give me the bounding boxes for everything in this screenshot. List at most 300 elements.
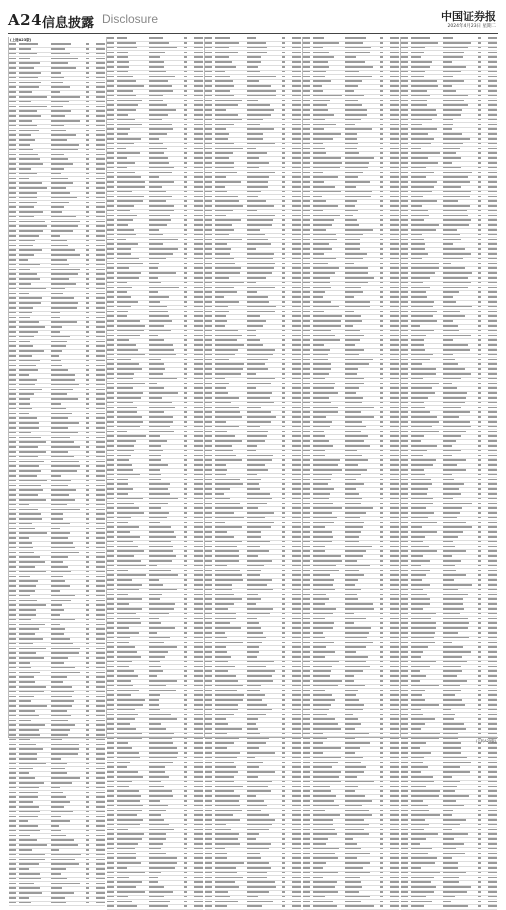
table-cell (411, 296, 444, 300)
table-cell (107, 867, 117, 871)
table-cell (107, 536, 117, 540)
table-cell (280, 282, 287, 286)
table-cell (247, 507, 280, 511)
table-cell (189, 214, 203, 218)
table-cell (107, 229, 117, 233)
table-cell (84, 551, 91, 555)
table-cell (107, 493, 117, 497)
table-cell (411, 157, 444, 161)
table-cell (476, 373, 483, 377)
table-cell (345, 761, 378, 765)
table-cell (84, 408, 91, 412)
table-cell (247, 229, 280, 233)
table-cell (303, 392, 313, 396)
table-cell (205, 368, 215, 372)
table-cell (345, 704, 378, 708)
table-cell (91, 897, 105, 901)
table-cell (215, 339, 248, 343)
table-cell (19, 695, 52, 699)
table-cell (280, 781, 287, 785)
table-cell (149, 565, 182, 569)
table-cell (182, 262, 189, 266)
table-cell (247, 47, 280, 51)
table-cell (443, 37, 476, 41)
table-cell (483, 205, 497, 209)
table-cell (9, 326, 19, 330)
table-cell (378, 210, 385, 214)
table-cell (205, 579, 215, 583)
table-cell (483, 258, 497, 262)
table-cell (443, 258, 476, 262)
table-cell (385, 905, 399, 909)
table-cell (378, 613, 385, 617)
table-cell (215, 90, 248, 94)
table-cell (385, 66, 399, 70)
table-cell (117, 344, 150, 348)
table-cell (9, 105, 19, 109)
table-cell (247, 526, 280, 530)
table-cell (215, 392, 248, 396)
table-cell (378, 430, 385, 434)
table-cell (313, 440, 346, 444)
table-cell (303, 574, 313, 578)
table-cell (313, 234, 346, 238)
table-cell (385, 71, 399, 75)
table-cell (215, 843, 248, 847)
table-cell (443, 450, 476, 454)
table-cell (303, 646, 313, 650)
table-cell (378, 800, 385, 804)
table-cell (205, 114, 215, 118)
listing-column (106, 37, 203, 738)
table-cell (385, 713, 399, 717)
table-cell (19, 321, 52, 325)
table-cell (401, 373, 411, 377)
table-cell (189, 56, 203, 60)
table-cell (182, 785, 189, 789)
table-cell (51, 825, 84, 829)
table-cell (84, 72, 91, 76)
table-cell (378, 723, 385, 727)
table-cell (84, 681, 91, 685)
table-cell (247, 776, 280, 780)
table-cell (117, 488, 150, 492)
table-cell (345, 613, 378, 617)
table-cell (385, 37, 399, 41)
table-cell (287, 310, 301, 314)
table-cell (51, 403, 84, 407)
table-cell (313, 896, 346, 900)
table-cell (411, 238, 444, 242)
table-cell (287, 454, 301, 458)
table-cell (401, 238, 411, 242)
table-cell (215, 905, 248, 909)
table-cell (189, 368, 203, 372)
table-cell (247, 51, 280, 55)
table-cell (84, 177, 91, 181)
table-cell (84, 547, 91, 551)
table-cell (378, 838, 385, 842)
table-cell (345, 99, 378, 103)
table-cell (84, 858, 91, 862)
table-cell (215, 680, 248, 684)
table-cell (189, 85, 203, 89)
table-cell (84, 633, 91, 637)
table-cell (385, 99, 399, 103)
table-cell (215, 656, 248, 660)
table-cell (303, 56, 313, 60)
table-cell (313, 354, 346, 358)
table-cell (378, 440, 385, 444)
table-cell (483, 325, 497, 329)
table-cell (84, 144, 91, 148)
table-cell (51, 158, 84, 162)
table-cell (287, 488, 301, 492)
table-cell (303, 896, 313, 900)
table-cell (280, 474, 287, 478)
table-cell (280, 114, 287, 118)
table-cell (182, 440, 189, 444)
table-cell (9, 225, 19, 229)
table-cell (182, 665, 189, 669)
table-cell (189, 896, 203, 900)
table-cell (280, 426, 287, 430)
table-cell (385, 675, 399, 679)
table-cell (189, 757, 203, 761)
table-cell (9, 355, 19, 359)
table-cell (443, 147, 476, 151)
table-cell (385, 354, 399, 358)
table-cell (483, 406, 497, 410)
table-cell (205, 632, 215, 636)
table-cell (205, 430, 215, 434)
table-cell (476, 464, 483, 468)
table-cell (182, 47, 189, 51)
table-cell (287, 512, 301, 516)
table-cell (385, 440, 399, 444)
table-cell (205, 200, 215, 204)
table-cell (345, 608, 378, 612)
table-cell (385, 56, 399, 60)
table-cell (287, 478, 301, 482)
table-cell (443, 186, 476, 190)
table-cell (205, 234, 215, 238)
table-cell (205, 675, 215, 679)
table-cell (117, 234, 150, 238)
table-cell (51, 643, 84, 647)
table-cell (182, 320, 189, 324)
table-cell (483, 498, 497, 502)
table-cell (287, 699, 301, 703)
table-cell (483, 56, 497, 60)
table-cell (476, 133, 483, 137)
table-cell (385, 555, 399, 559)
table-cell (280, 574, 287, 578)
table-cell (303, 488, 313, 492)
table-cell (303, 747, 313, 751)
table-cell (182, 248, 189, 252)
table-cell (84, 868, 91, 872)
table-cell (51, 288, 84, 292)
table-cell (385, 219, 399, 223)
table-cell (401, 320, 411, 324)
table-cell (443, 349, 476, 353)
table-cell (476, 488, 483, 492)
table-cell (189, 857, 203, 861)
table-cell (443, 344, 476, 348)
table-cell (303, 593, 313, 597)
table-cell (401, 267, 411, 271)
table-cell (303, 286, 313, 290)
table-cell (313, 392, 346, 396)
table-cell (51, 436, 84, 440)
table-cell (84, 595, 91, 599)
table-cell (303, 550, 313, 554)
table-cell (401, 402, 411, 406)
table-cell (378, 167, 385, 171)
table-cell (91, 340, 105, 344)
table-cell (280, 47, 287, 51)
table-cell (303, 310, 313, 314)
table-cell (107, 47, 117, 51)
table-cell (19, 710, 52, 714)
table-cell (182, 593, 189, 597)
table-cell (345, 191, 378, 195)
table-cell (443, 474, 476, 478)
table-cell (91, 72, 105, 76)
table-cell (189, 445, 203, 449)
table-cell (303, 445, 313, 449)
table-cell (9, 254, 19, 258)
table-cell (247, 200, 280, 204)
table-cell (483, 334, 497, 338)
table-cell (205, 651, 215, 655)
table-cell (411, 440, 444, 444)
table-cell (84, 527, 91, 531)
table-cell (280, 665, 287, 669)
table-cell (9, 62, 19, 66)
table-cell (385, 632, 399, 636)
table-cell (107, 445, 117, 449)
table-cell (205, 627, 215, 631)
table-cell (401, 224, 411, 228)
table-cell (378, 498, 385, 502)
table-cell (385, 450, 399, 454)
table-cell (303, 200, 313, 204)
table-cell (287, 651, 301, 655)
table-cell (303, 320, 313, 324)
table-cell (313, 733, 346, 737)
table-cell (205, 238, 215, 242)
table-cell (84, 758, 91, 762)
table-cell (287, 507, 301, 511)
table-cell (287, 219, 301, 223)
table-cell (378, 195, 385, 199)
table-cell (385, 368, 399, 372)
table-cell (378, 205, 385, 209)
table-cell (107, 512, 117, 516)
table-cell (313, 75, 346, 79)
table-cell (9, 623, 19, 627)
table-cell (205, 301, 215, 305)
table-cell (205, 521, 215, 525)
table-cell (401, 521, 411, 525)
table-cell (9, 278, 19, 282)
table-cell (313, 574, 346, 578)
table-cell (280, 123, 287, 127)
table-cell (215, 824, 248, 828)
table-cell (149, 656, 182, 660)
table-cell (189, 766, 203, 770)
table-cell (91, 244, 105, 248)
table-cell (443, 339, 476, 343)
table-cell (313, 761, 346, 765)
table-cell (9, 331, 19, 335)
table-cell (51, 67, 84, 71)
table-cell (149, 713, 182, 717)
table-cell (91, 882, 105, 886)
table-cell (287, 205, 301, 209)
table-cell (84, 422, 91, 426)
table-cell (205, 545, 215, 549)
table-cell (107, 824, 117, 828)
table-cell (182, 243, 189, 247)
table-cell (205, 128, 215, 132)
table-cell (149, 167, 182, 171)
table-cell (51, 767, 84, 771)
table-cell (19, 858, 52, 862)
table-cell (9, 700, 19, 704)
table-cell (117, 800, 150, 804)
table-cell (483, 152, 497, 156)
table-cell (345, 900, 378, 904)
table-cell (205, 162, 215, 166)
table-cell (215, 210, 248, 214)
table-cell (9, 504, 19, 508)
table-cell (287, 579, 301, 583)
table-cell (287, 71, 301, 75)
table-cell (378, 238, 385, 242)
table-cell (9, 537, 19, 541)
table-cell (19, 369, 52, 373)
table-cell (303, 795, 313, 799)
table-cell (378, 171, 385, 175)
table-cell (313, 171, 346, 175)
table-cell (215, 272, 248, 276)
table-cell (476, 291, 483, 295)
table-cell (287, 781, 301, 785)
table-cell (280, 747, 287, 751)
table-cell (378, 147, 385, 151)
table-cell (182, 536, 189, 540)
table-cell (149, 138, 182, 142)
table-cell (287, 406, 301, 410)
table-cell (189, 229, 203, 233)
table-cell (247, 262, 280, 266)
table-cell (19, 110, 52, 114)
table-cell (280, 526, 287, 530)
table-cell (215, 790, 248, 794)
table-cell (247, 622, 280, 626)
table-cell (378, 709, 385, 713)
table-cell (9, 264, 19, 268)
table-cell (483, 464, 497, 468)
table-cell (9, 619, 19, 623)
table-cell (411, 450, 444, 454)
table-cell (117, 397, 150, 401)
table-cell (378, 229, 385, 233)
table-cell (303, 627, 313, 631)
table-cell (401, 128, 411, 132)
table-cell (378, 445, 385, 449)
table-cell (378, 349, 385, 353)
table-cell (378, 757, 385, 761)
table-cell (378, 641, 385, 645)
table-cell (189, 828, 203, 832)
table-cell (385, 641, 399, 645)
table-cell (287, 560, 301, 564)
table-cell (303, 210, 313, 214)
table-cell (51, 897, 84, 901)
table-cell (313, 752, 346, 756)
table-cell (9, 201, 19, 205)
table-cell (313, 167, 346, 171)
table-cell (401, 450, 411, 454)
table-cell (9, 609, 19, 613)
table-cell (182, 896, 189, 900)
table-cell (9, 139, 19, 143)
table-cell (411, 195, 444, 199)
table-cell (117, 119, 150, 123)
table-cell (19, 470, 52, 474)
table-cell (9, 849, 19, 853)
table-cell (19, 43, 52, 47)
table-cell (107, 723, 117, 727)
table-cell (9, 312, 19, 316)
table-cell (149, 531, 182, 535)
table-cell (182, 838, 189, 842)
table-cell (215, 838, 248, 842)
table-cell (303, 47, 313, 51)
table-cell (149, 886, 182, 890)
table-cell (84, 302, 91, 306)
table-cell (91, 475, 105, 479)
table-cell (19, 902, 52, 906)
table-cell (215, 747, 248, 751)
table-cell (84, 854, 91, 858)
listing-column (8, 37, 105, 738)
table-cell (247, 617, 280, 621)
table-cell (19, 307, 52, 311)
table-cell (247, 133, 280, 137)
table-cell (189, 75, 203, 79)
table-cell (401, 282, 411, 286)
table-cell (19, 312, 52, 316)
table-cell (401, 493, 411, 497)
table-cell (182, 819, 189, 823)
table-cell (287, 171, 301, 175)
table-cell (345, 641, 378, 645)
table-cell (117, 694, 150, 698)
table-cell (149, 214, 182, 218)
table-cell (385, 781, 399, 785)
table-cell (401, 526, 411, 530)
table-cell (385, 718, 399, 722)
table-cell (247, 733, 280, 737)
table-cell (411, 368, 444, 372)
table-cell (91, 206, 105, 210)
table-cell (280, 133, 287, 137)
